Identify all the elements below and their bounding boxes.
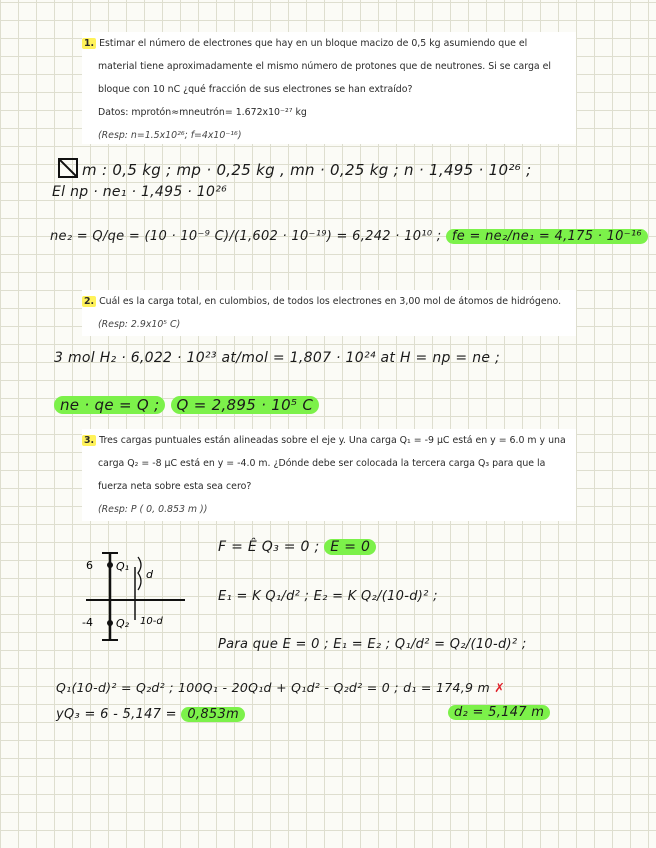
hw-p3-eq1: F = Ê Q₃ = 0 ; E = 0 [218,539,376,555]
hw-p3-result-highlight: 0,853m [181,707,245,722]
problem-2-line-1: 2. Cuál es la carga total, en culombios, de todos los electrones en 3,00 mol de átomos de hidrógeno. [84,296,562,307]
hw-p3-eq5: yQ₃ = 6 - 5,147 = 0,853m [56,707,245,722]
problem-1-statement [82,32,576,144]
problem-2-statement [82,290,576,336]
problem-3-line-2: carga Q₂ = -8 μC está en y = -4.0 m. ¿Dónde debe ser colocada la tercera carga Q₃ para que la [98,458,546,469]
problem-1-line-3: bloque con 10 nC ¿qué fracción de sus electrones se han extraído? [98,84,413,95]
charges-axis-diagram [80,545,190,645]
hw-p2-result-highlight: Q = 2,895 · 10⁵ C [171,396,320,414]
crossed-box-icon [58,158,78,178]
hw-p3-eq4: Q₁(10-d)² = Q₂d² ; 100Q₁ - 20Q₁d + Q₁d² - Q₂d² = 0 ; d₁ = 174,9 m ✗ [56,680,506,695]
diagram-label-q1: Q₁ [116,560,130,573]
problem-1-line-1: 1. Estimar el número de electrones que hay en un bloque macizo de 0,5 kg asumiendo que el [84,38,528,49]
diagram-label-bottom: -4 [82,616,93,629]
diagram-label-d: d [146,568,153,581]
problem-1-number: 1. [84,38,95,49]
hw-p3-eq1-highlight: E = 0 [324,539,376,555]
problem-1-line-2: material tiene aproximadamente el mismo número de protones que de neutrones. Si se carga el [98,61,552,72]
hw-p1-line3: ne₂ = Q/qe = (10 · 10⁻⁹ C)/(1,602 · 10⁻¹⁹) = 6,242 · 10¹⁰ ; fe = ne₂/ne₁ = 4,175 · 10⁻¹⁶ [50,229,648,244]
problem-1-answer: (Resp: n=1.5x10²⁶; f=4x10⁻¹⁶) [98,130,242,141]
problem-3-answer: (Resp: P ( 0, 0.853 m )) [98,504,208,515]
diagram-label-top: 6 [86,559,93,572]
hw-p3-eq3: Para que E = 0 ; E₁ = E₂ ; Q₁/d² = Q₂/(10-d)² ; [218,637,527,652]
problem-2-number: 2. [84,296,95,307]
cross-mark-icon: ✗ [494,680,506,695]
hw-p2-eq-highlight: ne · qe = Q ; [54,396,165,414]
hw-p3-eq2: E₁ = K Q₁/d² ; E₂ = K Q₂/(10-d)² ; [218,589,438,604]
problem-3-line-1: 3. Tres cargas puntuales están alineadas sobre el eje y. Una carga Q₁ = -9 μC está en y = 6.0 m y una [84,435,566,446]
problem-2-answer: (Resp: 2.9x10⁵ C) [98,319,181,330]
problem-1-data: Datos: mprotón≈mneutrón= 1.672x10⁻²⁷ kg [98,107,307,118]
hw-p2-line1: 3 mol H₂ · 6,022 · 10²³ at/mol = 1,807 · 10²⁴ at H = np = ne ; [54,350,501,366]
hw-p2-line2 [54,396,319,414]
hw-p1-result-highlight: fe = ne₂/ne₁ = 4,175 · 10⁻¹⁶ [446,229,648,244]
hw-p1-line1: m : 0,5 kg ; mp · 0,25 kg , mn · 0,25 kg ; n · 1,495 · 10²⁶ ; [58,158,531,179]
hw-p3-d2-highlight: d₂ = 5,147 m [448,705,550,720]
hw-p3-d2 [448,705,550,720]
diagram-label-rest: 10-d [140,616,163,627]
problem-3-number: 3. [84,435,95,446]
diagram-label-q2: Q₂ [116,617,130,630]
problem-3-line-3: fuerza neta sobre esta sea cero? [98,481,252,492]
problem-3-statement [82,429,576,521]
hw-p1-line2: El np · ne₁ · 1,495 · 10²⁶ [52,184,228,200]
